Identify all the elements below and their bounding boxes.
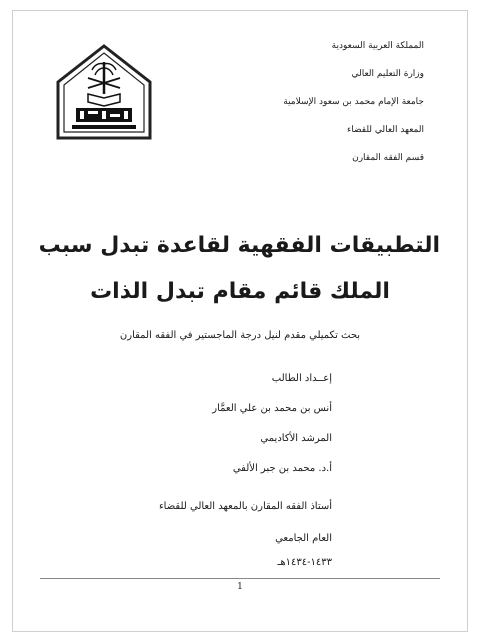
header-line-department: قسم الفقه المقارن bbox=[352, 153, 424, 163]
supervisor-label: المرشد الأكاديمي bbox=[260, 433, 332, 444]
student-name: أنس بن محمد بن علي العمَّار bbox=[212, 403, 332, 414]
footer-divider bbox=[40, 578, 440, 579]
supervisor-title: أستاذ الفقه المقارن بالمعهد العالي للقضاء bbox=[158, 501, 332, 512]
thesis-subtitle: بحث تكميلي مقدم لنيل درجة الماجستير في الفقه المقارن bbox=[119, 330, 361, 341]
header-line-institute: المعهد العالي للقضاء bbox=[346, 125, 424, 135]
thesis-title-line-1: التطبيقات الفقهية لقاعدة تبدل سبب bbox=[38, 233, 440, 258]
header-line-university: جامعة الإمام محمد بن سعود الإسلامية bbox=[283, 97, 424, 107]
header-line-kingdom: المملكة العربية السعودية bbox=[331, 41, 424, 51]
supervisor-name: أ.د. محمد بن جبر الألفي bbox=[232, 463, 332, 474]
thesis-title-line-2: الملك قائم مقام تبدل الذات bbox=[90, 279, 390, 304]
page-number: 1 bbox=[237, 582, 243, 592]
academic-year-label: العام الجامعي bbox=[275, 533, 332, 544]
academic-year: ١٤٣٣-١٤٣٤هـ bbox=[277, 557, 332, 568]
header-line-ministry: وزارة التعليم العالي bbox=[351, 69, 424, 79]
prepared-by-label: إعــداد الطالب bbox=[271, 373, 332, 384]
university-emblem-icon bbox=[54, 42, 154, 142]
